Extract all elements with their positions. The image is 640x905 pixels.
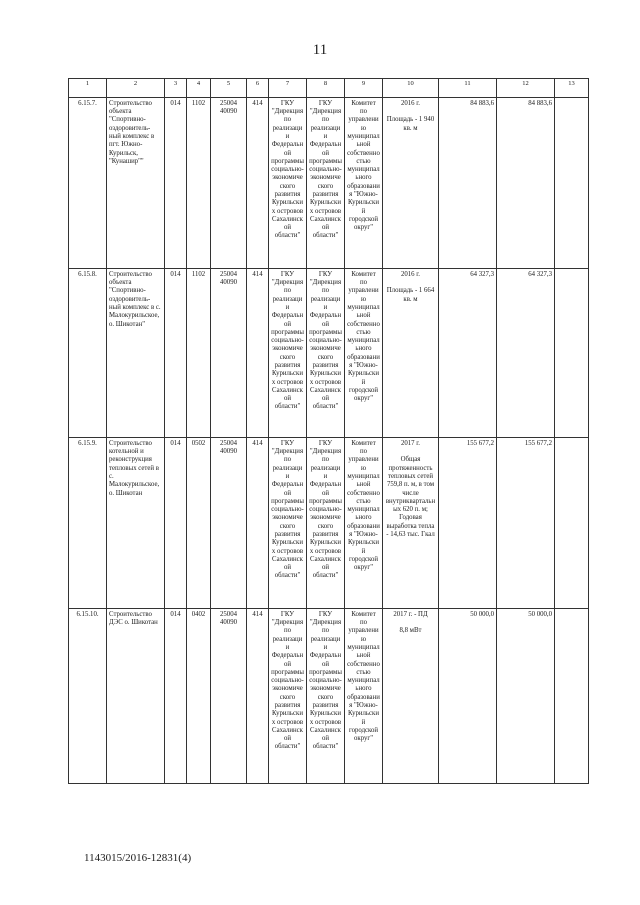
amount-extra [555, 97, 589, 268]
row-number: 6.15.9. [69, 437, 107, 608]
code-target: 25004 40090 [211, 268, 247, 437]
code-section: 0502 [187, 437, 211, 608]
term-capacity: 2016 г. Площадь - 1 940 кв. м [383, 97, 439, 268]
amount-extra [555, 268, 589, 437]
code-target: 25004 40090 [211, 608, 247, 783]
recipient: Комитет по управлению муниципальной собственностью муниципального образования "Южно-Курильский городской округ" [345, 97, 383, 268]
column-number: 13 [555, 79, 589, 98]
page-number: 11 [312, 42, 328, 58]
code-expense-type: 414 [247, 97, 269, 268]
term-capacity: 2017 г. - ПД 8,8 мВт [383, 608, 439, 783]
code-section: 0402 [187, 608, 211, 783]
recipient: Комитет по управлению муниципальной собственностью муниципального образования "Южно-Курильский городской округ" [345, 268, 383, 437]
column-number: 5 [211, 79, 247, 98]
amount-extra [555, 608, 589, 783]
code-expense-type: 414 [247, 268, 269, 437]
code-section: 1102 [187, 97, 211, 268]
developer: ГКУ "Дирекция по реализации Федеральной программы социально-экономического развития Курильских островов Сахалинской области" [307, 97, 345, 268]
object-name: Строительство объекта "Спортивно-оздоровитель-ный комплекс в с. Малокурильское, о. Шикотан" [107, 268, 165, 437]
amount-total: 64 327,3 [439, 268, 497, 437]
customer: ГКУ "Дирекция по реализации Федеральной программы социально-экономического развития Курильских островов Сахалинской области" [269, 97, 307, 268]
column-number: 8 [307, 79, 345, 98]
code-ministry: 014 [165, 97, 187, 268]
customer: ГКУ "Дирекция по реализации Федеральной программы социально-экономического развития Курильских островов Сахалинской области" [269, 437, 307, 608]
code-ministry: 014 [165, 268, 187, 437]
amount-total: 155 677,2 [439, 437, 497, 608]
column-number-row [69, 79, 589, 98]
column-number: 3 [165, 79, 187, 98]
code-target: 25004 40090 [211, 437, 247, 608]
customer: ГКУ "Дирекция по реализации Федеральной программы социально-экономического развития Курильских островов Сахалинской области" [269, 268, 307, 437]
row-number: 6.15.7. [69, 97, 107, 268]
amount-year: 155 677,2 [497, 437, 555, 608]
recipient: Комитет по управлению муниципальной собственностью муниципального образования "Южно-Курильский городской округ" [345, 437, 383, 608]
amount-year: 64 327,3 [497, 268, 555, 437]
object-name: Строительство котельной и реконструкция тепловых сетей в с. Малокурильское, о. Шикотан [107, 437, 165, 608]
table-row [69, 437, 589, 608]
table-row [69, 97, 589, 268]
document-code: 1143015/2016-12831(4) [84, 852, 192, 864]
customer: ГКУ "Дирекция по реализации Федеральной программы социально-экономического развития Курильских островов Сахалинской области" [269, 608, 307, 783]
column-number: 2 [107, 79, 165, 98]
code-ministry: 014 [165, 437, 187, 608]
column-number: 7 [269, 79, 307, 98]
amount-year: 84 883,6 [497, 97, 555, 268]
amount-year: 50 000,0 [497, 608, 555, 783]
object-name: Строительство объекта "Спортивно-оздоровитель-ный комплекс в пгт. Южно-Курильск, "Кунашир"" [107, 97, 165, 268]
code-ministry: 014 [165, 608, 187, 783]
amount-extra [555, 437, 589, 608]
developer: ГКУ "Дирекция по реализации Федеральной программы социально-экономического развития Курильских островов Сахалинской области" [307, 608, 345, 783]
program-table [68, 78, 589, 784]
column-number: 12 [497, 79, 555, 98]
row-number: 6.15.8. [69, 268, 107, 437]
column-number: 6 [247, 79, 269, 98]
term-capacity: 2017 г. Общая протяженность тепловых сетей 759,8 п. м, в том числе внутриквартальных 620 п. м; Годовая выработка тепла - 14,63 тыс. Гкал [383, 437, 439, 608]
column-number: 9 [345, 79, 383, 98]
code-target: 25004 40090 [211, 97, 247, 268]
column-number: 10 [383, 79, 439, 98]
table-row [69, 268, 589, 437]
object-name: Строительство ДЭС о. Шикотан [107, 608, 165, 783]
recipient: Комитет по управлению муниципальной собственностью муниципального образования "Южно-Курильский городской округ" [345, 608, 383, 783]
developer: ГКУ "Дирекция по реализации Федеральной программы социально-экономического развития Курильских островов Сахалинской области" [307, 437, 345, 608]
column-number: 1 [69, 79, 107, 98]
amount-total: 50 000,0 [439, 608, 497, 783]
code-section: 1102 [187, 268, 211, 437]
table-row [69, 608, 589, 783]
column-number: 4 [187, 79, 211, 98]
column-number: 11 [439, 79, 497, 98]
code-expense-type: 414 [247, 437, 269, 608]
code-expense-type: 414 [247, 608, 269, 783]
row-number: 6.15.10. [69, 608, 107, 783]
term-capacity: 2016 г. Площадь - 1 664 кв. м [383, 268, 439, 437]
amount-total: 84 883,6 [439, 97, 497, 268]
developer: ГКУ "Дирекция по реализации Федеральной программы социально-экономического развития Курильских островов Сахалинской области" [307, 268, 345, 437]
